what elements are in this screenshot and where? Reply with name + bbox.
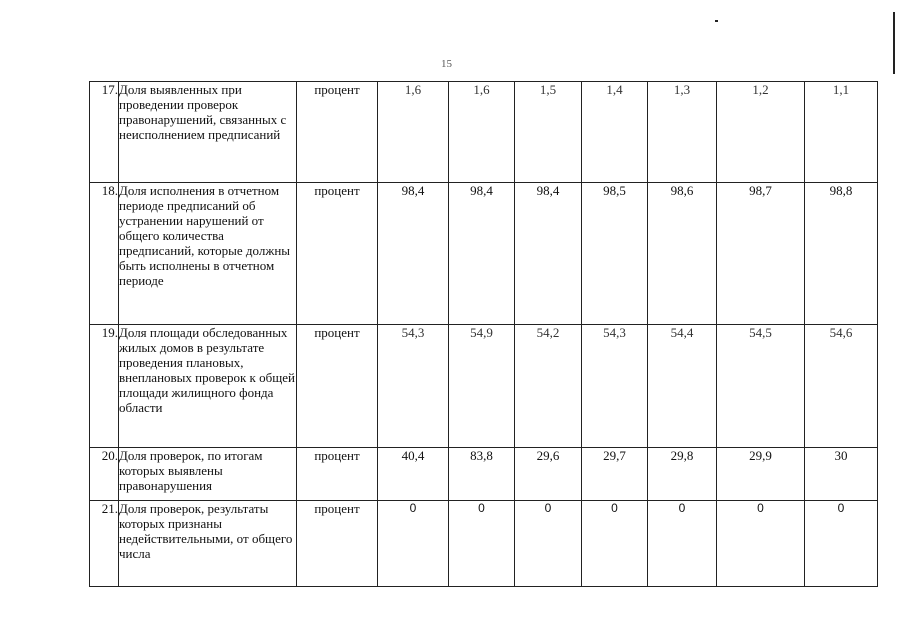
value-cell: 1,6 [378, 82, 449, 183]
table-row [90, 183, 878, 325]
value-cell: 30 [805, 448, 878, 501]
indicators-table [89, 81, 878, 587]
value-cell: 0 [805, 501, 878, 587]
unit-cell: процент [297, 82, 378, 183]
value-cell: 54,6 [805, 325, 878, 448]
page-number: 15 [441, 58, 452, 70]
value-cell: 0 [515, 501, 582, 587]
value-cell: 54,5 [717, 325, 805, 448]
scan-speck [715, 20, 718, 22]
indicator-name: Доля площади обследованных жилых домов в результате проведения плановых, внеплановых проверок к общей площади жилищного фонда области [119, 325, 297, 448]
table-row [90, 325, 878, 448]
value-cell: 98,8 [805, 183, 878, 325]
value-cell: 29,8 [648, 448, 717, 501]
value-cell: 40,4 [378, 448, 449, 501]
value-cell: 98,4 [378, 183, 449, 325]
value-cell: 29,9 [717, 448, 805, 501]
value-cell: 29,6 [515, 448, 582, 501]
row-number: 20. [90, 448, 119, 501]
unit-cell: процент [297, 325, 378, 448]
unit-cell: процент [297, 448, 378, 501]
value-cell: 0 [449, 501, 515, 587]
value-cell: 0 [717, 501, 805, 587]
indicator-name: Доля проверок, по итогам которых выявлены правонарушения [119, 448, 297, 501]
value-cell: 83,8 [449, 448, 515, 501]
value-cell: 1,6 [449, 82, 515, 183]
table-row [90, 501, 878, 587]
value-cell: 0 [648, 501, 717, 587]
value-cell: 54,3 [582, 325, 648, 448]
value-cell: 1,5 [515, 82, 582, 183]
row-number: 19. [90, 325, 119, 448]
indicator-name: Доля выявленных при проведении проверок правонарушений, связанных с неисполнением предписаний [119, 82, 297, 183]
row-number: 17. [90, 82, 119, 183]
value-cell: 98,4 [515, 183, 582, 325]
value-cell: 98,7 [717, 183, 805, 325]
value-cell: 98,6 [648, 183, 717, 325]
value-cell: 98,4 [449, 183, 515, 325]
value-cell: 1,2 [717, 82, 805, 183]
scan-edge-mark [893, 12, 895, 74]
unit-cell: процент [297, 183, 378, 325]
indicator-name: Доля исполнения в отчетном периоде предписаний об устранении нарушений от общего количества предписаний, которые должны быть исполнены в отчетном периоде [119, 183, 297, 325]
row-number: 18. [90, 183, 119, 325]
value-cell: 98,5 [582, 183, 648, 325]
table-row [90, 448, 878, 501]
row-number: 21. [90, 501, 119, 587]
table-row [90, 82, 878, 183]
value-cell: 54,2 [515, 325, 582, 448]
value-cell: 54,3 [378, 325, 449, 448]
indicator-name: Доля проверок, результаты которых признаны недействительными, от общего числа [119, 501, 297, 587]
value-cell: 1,3 [648, 82, 717, 183]
value-cell: 0 [582, 501, 648, 587]
unit-cell: процент [297, 501, 378, 587]
value-cell: 54,4 [648, 325, 717, 448]
value-cell: 0 [378, 501, 449, 587]
value-cell: 1,4 [582, 82, 648, 183]
value-cell: 54,9 [449, 325, 515, 448]
value-cell: 1,1 [805, 82, 878, 183]
value-cell: 29,7 [582, 448, 648, 501]
